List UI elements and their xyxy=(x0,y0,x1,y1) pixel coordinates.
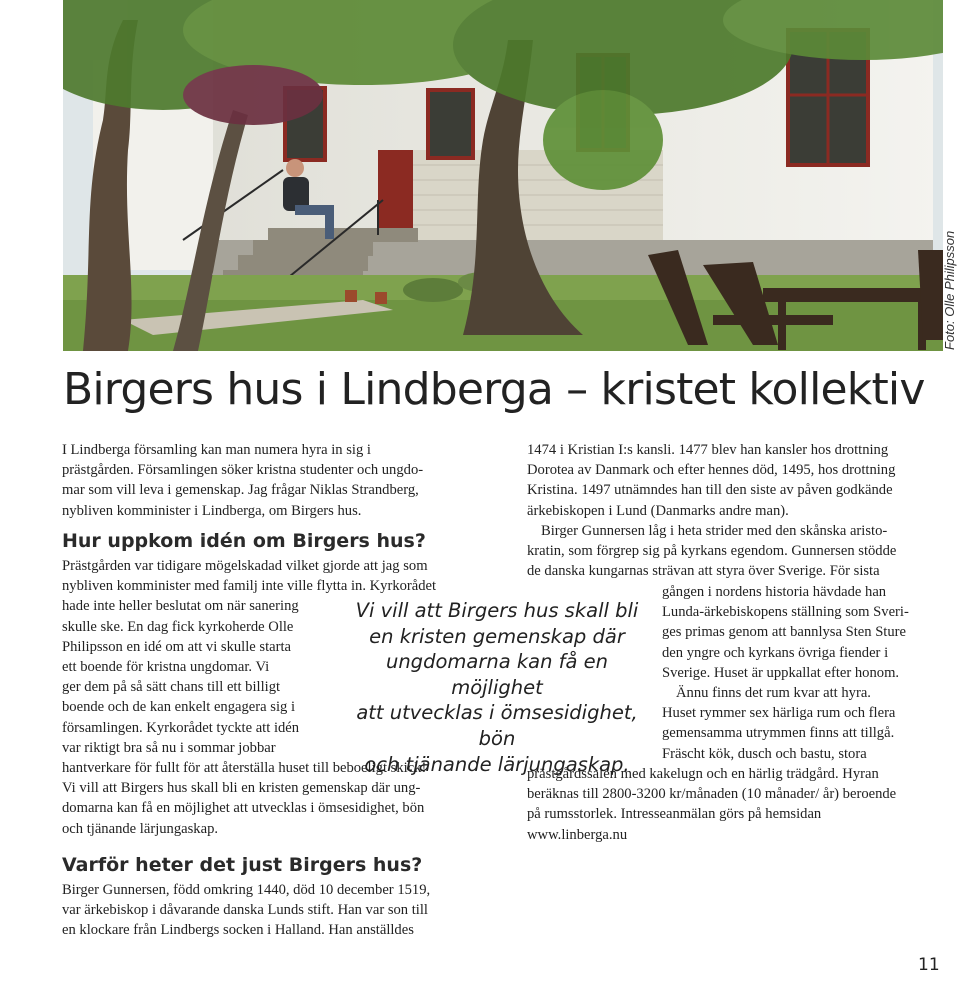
text-line: prästgårdssalen med kakelugn och en härlig trädgård. Hyran xyxy=(527,766,879,782)
text-line: nybliven komminister i Lindberga, om Birgers hus. xyxy=(62,502,362,519)
quote-line: att utvecklas i ömsesidighet, bön xyxy=(356,701,638,750)
section2-paragraph xyxy=(62,880,522,941)
intro-paragraph xyxy=(62,440,522,521)
text-line: hade inte heller beslutat om när sanering xyxy=(62,598,299,615)
text-line: församlingen. Kyrkorådet tyckte att idén xyxy=(62,719,300,736)
section-heading-origin: Hur uppkom idén om Birgers hus? xyxy=(62,530,426,552)
column2-paragraph2-narrow xyxy=(662,582,952,764)
photo-credit: Foto: Olle Philipsson xyxy=(942,230,957,350)
text-line: Birger Gunnersen, född omkring 1440, död 10 december 1519, xyxy=(62,882,431,898)
text-line: gången i nordens historia hävdade han xyxy=(662,584,887,600)
text-line: skulle ske. En dag fick kyrkoherde Olle xyxy=(62,618,294,635)
text-line: ärkebiskopen i Lund (Danmarks andre man). xyxy=(527,502,789,519)
text-line: Ännu finns det rum kvar att hyra. xyxy=(676,685,871,702)
text-line: Prästgården var tidigare mögelskadad vilket gjorde att jag som xyxy=(62,558,428,574)
quote-line: en kristen gemenskap där xyxy=(369,624,625,648)
photo-illustration xyxy=(63,0,943,351)
section-heading-name: Varför heter det just Birgers hus? xyxy=(62,854,423,876)
page-number: 11 xyxy=(918,955,940,975)
website-link[interactable]: www.linberga.nu xyxy=(527,826,628,843)
text-line: nybliven komminister med familj inte ville flytta in. Kyrkorådet xyxy=(62,578,437,595)
text-line: ger dem på så sätt chans till ett billigt xyxy=(62,679,281,696)
text-line: boende och de kan enkelt engagera sig i xyxy=(62,699,296,716)
column2-paragraph2 xyxy=(527,521,947,582)
quote-line: Vi vill att Birgers hus skall bli xyxy=(355,599,639,622)
text-line: kratin, som förgrep sig på kyrkans egendom. Gunnersen stödde xyxy=(527,543,897,560)
text-line: I Lindberga församling kan man numera hyra in sig i xyxy=(62,442,371,458)
text-line: ett boende för kristna ungdomar. Vi xyxy=(62,659,270,676)
text-line: de danska kungarnas strävan att styra över Sverige. För sista xyxy=(527,563,880,580)
text-line: domarna kan få en möjlighet att utvecklas i ömsesidighet, bön xyxy=(62,800,425,817)
text-line: på rumsstorlek. Intresseanmälan görs på hemsidan xyxy=(527,806,822,823)
text-line: mar som vill leva i gemenskap. Jag frågar Niklas Strandberg, xyxy=(62,482,419,499)
text-line: Vi vill att Birgers hus skall bli en kristen gemenskap där ung- xyxy=(62,780,421,797)
column2-paragraph1 xyxy=(527,440,947,521)
text-line: ges primas genom att bannlysa Sten Sture xyxy=(662,624,906,641)
text-line: hantverkare för fullt för att återställa huset till beboeligt skick! xyxy=(62,760,427,777)
text-line: och tjänande lärjungaskap. xyxy=(62,820,219,837)
text-line: Lunda-ärkebiskopens ställning som Sveri- xyxy=(662,604,909,621)
article-title: Birgers hus i Lindberga – kristet kollektiv xyxy=(63,364,925,415)
text-line: gemensamma utrymmen finns att tillgå. xyxy=(662,725,895,742)
text-line: var ärkebiskop i dåvarande danska Lunds stift. Han var son till xyxy=(62,902,428,919)
text-line: beräknas till 2800-3200 kr/månaden (10 månader/ år) beroende xyxy=(527,786,897,803)
quote-line: och tjänande lärjungaskap. xyxy=(364,752,630,776)
pull-quote xyxy=(342,598,652,777)
text-line: Huset rymmer sex härliga rum och flera xyxy=(662,705,896,722)
text-line: den yngre och kyrkans övriga fiender i xyxy=(662,644,889,661)
quote-line: ungdomarna kan få en möjlighet xyxy=(385,650,609,699)
article-photo xyxy=(63,0,943,351)
text-line: 1474 i Kristian I:s kansli. 1477 blev han kansler hos drottning xyxy=(527,442,889,458)
column2-paragraph3 xyxy=(527,764,952,845)
text-line: prästgården. Församlingen söker kristna studenter och ungdo- xyxy=(62,462,424,479)
text-line: Sverige. Huset är uppkallat efter honom. xyxy=(662,664,900,681)
text-line: Dorotea av Danmark och efter hennes död, 1495, hos drottning xyxy=(527,462,896,479)
text-line: var riktigt bra så nu i sommar jobbar xyxy=(62,739,276,756)
text-line: Kristina. 1497 utnämndes han till den siste av påven godkände xyxy=(527,482,893,499)
text-line: Birger Gunnersen låg i heta strider med den skånska aristo- xyxy=(541,523,888,539)
text-line: en klockare från Lindbergs socken i Halland. Han anställdes xyxy=(62,922,414,939)
text-line: Fräscht kök, dusch och bastu, stora xyxy=(662,745,867,762)
text-line: Philipsson en idé om att vi skulle starta xyxy=(62,638,292,655)
